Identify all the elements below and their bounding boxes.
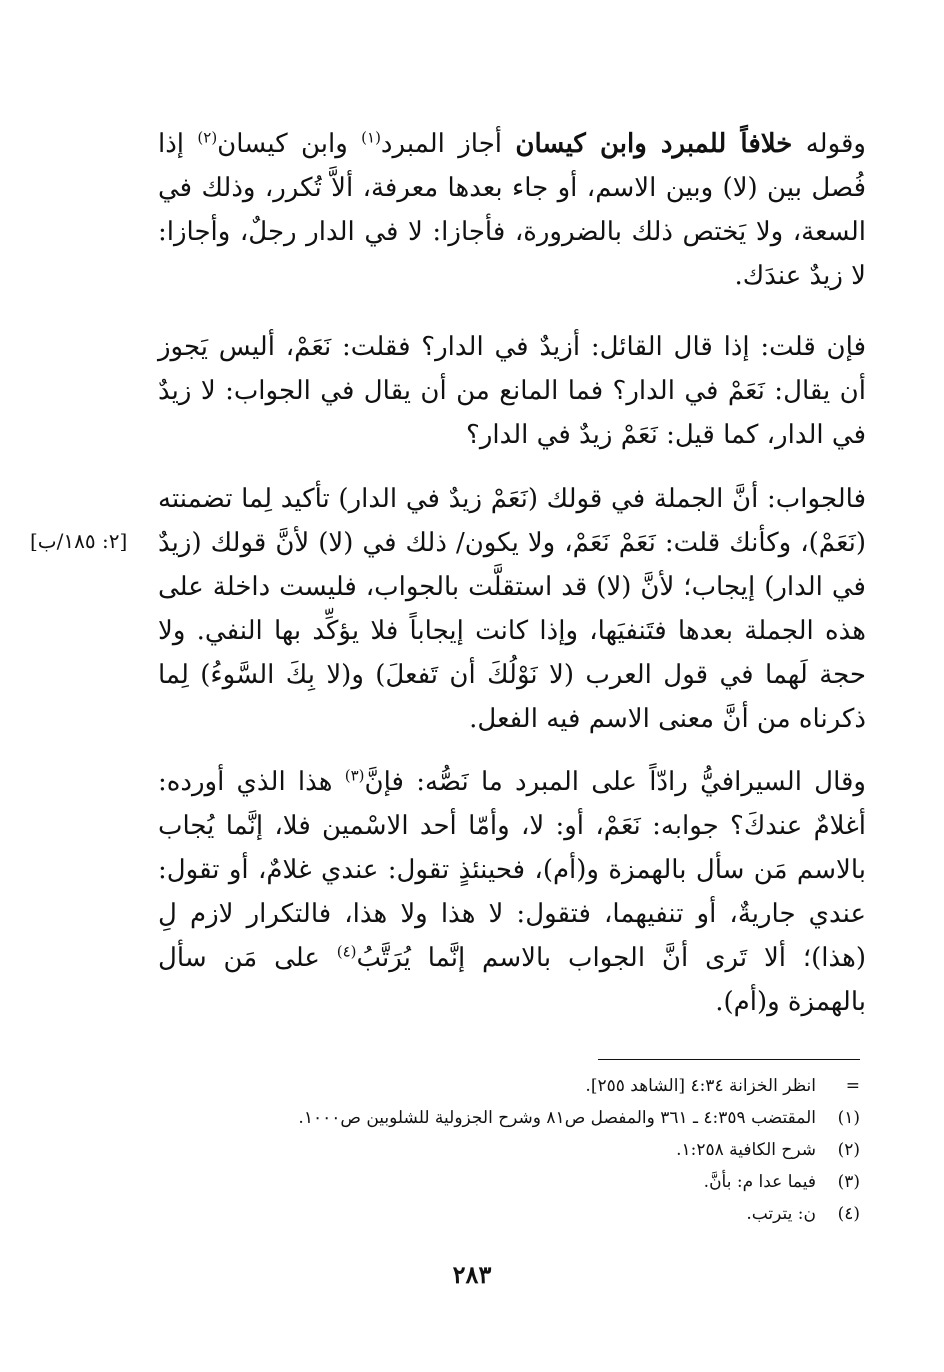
footnote-1: [100, 1102, 860, 1134]
footnote-text: فيما عدا م: بأنَّ.: [703, 1172, 816, 1192]
text-run: وقوله: [792, 129, 866, 159]
text-run: هذا الذي أورده: أغلامٌ عندكَ؟ جوابه: نَعَمْ، أو: لا، وأمّا أحد الاسْمين فلا، إنَّما يُجاب بالاسم مَن سأل بالهمزة و(أم)، فحينئذٍ تقول: عندي غلامٌ، أو تقول: عندي جاريةٌ، أو تنفيهما، فتقول: لا هذا ولا هذا، فالتكرار لازم لِ (هذا)؛ ألا تَرى أنَّ الجواب بالاسم إنَّما يُرَتَّبُ: [158, 767, 867, 973]
footnote-number: (٤): [837, 1204, 860, 1224]
footnote-3: [100, 1166, 860, 1198]
footnote-ref-3: (٣): [344, 766, 365, 785]
bold-quote: خلافاً للمبرد وابن كيسان: [515, 129, 793, 159]
text-run: وابن كيسان: [217, 129, 362, 159]
paragraph-4: [158, 760, 866, 1024]
footnote-text: المقتضب ٤:٣٥٩ ـ ٣٦١ والمفصل ص٨١ وشرح الجزولية للشلوبين ص١٠٠٠.: [298, 1108, 816, 1128]
footnote-text: شرح الكافية ١:٢٥٨.: [676, 1140, 816, 1160]
footnote-number: (٢): [837, 1140, 860, 1160]
text-run: فالجواب: أنَّ الجملة في قولك (نَعَمْ زيدٌ في الدار) تأكيد لِما تضمنته (نَعَمْ)، وكأنك قلت: نَعَمْ نَعَمْ، ولا يكون/ ذلك في (لا) لأنَّ قولك (زيدٌ في الدار) إيجاب؛ لأنَّ (لا) قد استقلَّت بالجواب، فليست داخلة على هذه الجملة بعدها فتَنفيَها، وإذا كانت إيجاباً فلا يؤكِّد بها النفي. ولا حجة لَهما في قول العرب (لا نَوْلُكَ أن تَفعلَ) و(لا بِكَ السَّوءُ) لِما ذكرناه من أنَّ معنى الاسم فيه الفعل.: [158, 484, 866, 734]
footnote-text: ن: يترتب.: [746, 1204, 816, 1224]
footnote-text: انظر الخزانة ٤:٣٤ [الشاهد ٢٥٥].: [585, 1076, 816, 1096]
page-number: ٢٨٣: [452, 1260, 492, 1289]
footnote-ref-1: (١): [361, 128, 381, 147]
text-run: أجاز المبرد: [380, 129, 516, 159]
footnote-4: [100, 1198, 860, 1230]
paragraph-2: [158, 325, 866, 457]
footnote-2: [100, 1134, 860, 1166]
footnote-ref-4: (٤): [336, 942, 357, 961]
footnote-continuation: [100, 1070, 860, 1102]
footnote-separator: [598, 1059, 860, 1060]
footnote-number: (١): [837, 1108, 860, 1128]
footnote-number: =: [845, 1076, 860, 1096]
text-run: وقال السيرافيُّ رادّاً على المبرد ما نَصُّه: فإنَّ: [364, 767, 866, 797]
margin-note: [٢: ١٨٥/ب]: [30, 529, 128, 553]
footnote-number: (٣): [837, 1172, 860, 1192]
footnote-ref-2: (٢): [197, 128, 218, 147]
text-run: على مَن سأل بالهمزة و(أم).: [158, 943, 866, 1017]
text-run: إذا فُصل بين (لا) وبين الاسم، أو جاء بعدها معرفة، ألاَّ تُكرر، وذلك في السعة، ولا يَختص ذلك بالضرورة، فأجازا: لا في الدار رجلٌ، وأجازا: لا زيدٌ عندَك.: [158, 129, 866, 291]
text-run: فإن قلت: إذا قال القائل: أزيدٌ في الدار؟ فقلت: نَعَمْ، أليس يَجوز أن يقال: نَعَمْ في الدار؟ فما المانع من أن يقال في الجواب: لا زيدٌ في الدار، كما قيل: نَعَمْ زيدٌ في الدار؟: [158, 332, 866, 450]
paragraph-1: [158, 122, 866, 298]
paragraph-3: [158, 477, 866, 741]
